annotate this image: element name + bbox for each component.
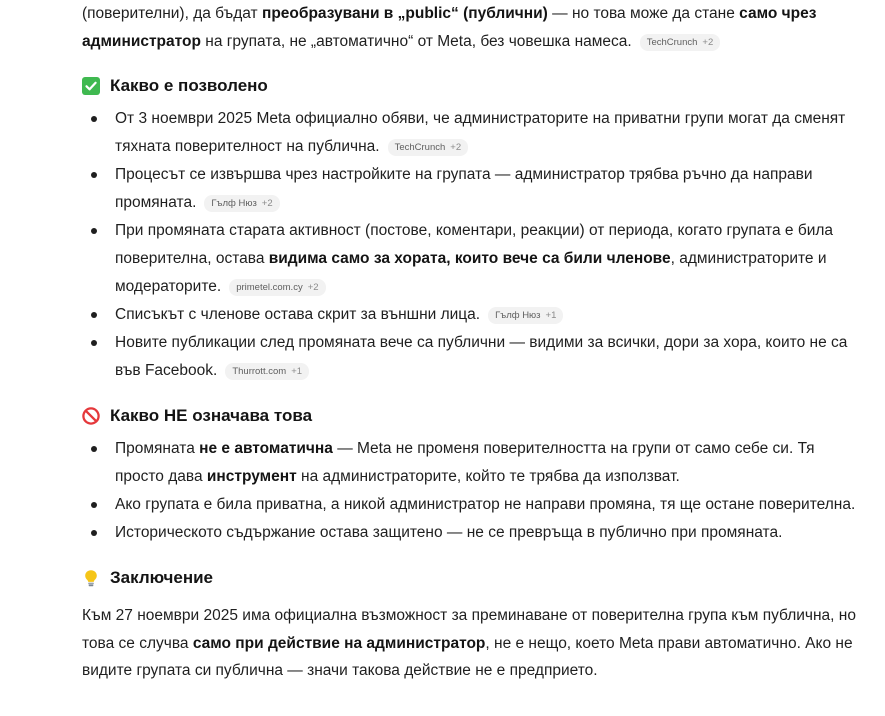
intro-text-2: — но това може да стане	[547, 5, 740, 22]
list-item-text: — Meta не променя поверителността на групи от само себе си. Тя просто дава	[115, 440, 815, 485]
allowed-list	[82, 105, 867, 385]
conclusion-text-1: Към 27 ноември 2025 има официална възможност за преминаване от поверителна група към публична, но това се случва	[82, 607, 856, 652]
list-item	[82, 329, 867, 385]
list-item-text: на администраторите, който те трябва да използват.	[296, 468, 680, 485]
list-item	[82, 161, 867, 217]
not-meaning-heading	[82, 402, 867, 430]
list-item-text: От 3 ноември 2025 Meta официално обяви, че администраторите на приватни групи могат да сменят тяхната поверителност на публична.	[115, 110, 846, 155]
intro-text-3: на групата, не „автоматично“ от Meta, без човешка намеса.	[200, 32, 632, 50]
conclusion-paragraph	[82, 602, 867, 685]
conclusion-bold-1: само при действие на администратор	[192, 634, 486, 652]
intro-bold-1: преобразувани в „public“ (публични)	[261, 5, 548, 22]
source-chip[interactable]	[225, 363, 309, 380]
prohibited-icon	[82, 407, 100, 425]
source-chip-count: +1	[545, 310, 557, 321]
intro-paragraph	[82, 0, 867, 55]
list-item	[82, 105, 867, 161]
source-chip-name: Thurrott.com	[232, 366, 287, 377]
source-chip-count: +2	[307, 282, 319, 293]
source-chip[interactable]	[204, 195, 279, 212]
list-item	[82, 491, 867, 519]
source-chip[interactable]	[488, 307, 563, 324]
not-meaning-heading-text: Какво НЕ означава това	[110, 406, 313, 425]
source-chip-name: TechCrunch	[394, 142, 446, 153]
list-item-text: Ако групата е била приватна, а никой администратор не направи промяна, тя ще остане поверителна.	[115, 496, 856, 513]
source-chip-count: +1	[291, 366, 303, 377]
check-mark-icon	[82, 77, 100, 95]
list-item-bold: не е автоматична	[199, 440, 333, 457]
list-item-bold: видима само за хората, които вече са били членове	[268, 250, 671, 267]
source-chip-name: Гълф Нюз	[495, 310, 541, 321]
source-chip[interactable]	[229, 279, 325, 296]
list-item-text: При промяната старата активност (постове, коментари, реакции) от периода, когато групата е била поверителна, остава	[115, 222, 834, 267]
source-chip-name: Гълф Нюз	[211, 198, 257, 209]
list-item-text: Новите публикации след промяната вече са публични — видими за всички, дори за хора, които не са във Facebook.	[115, 334, 848, 379]
list-item-text: Списъкът с членове остава скрит за външни лица.	[115, 306, 481, 323]
conclusion-heading	[82, 564, 867, 592]
source-chip-count: +2	[702, 36, 714, 48]
source-chip[interactable]	[640, 34, 721, 51]
conclusion-heading-text: Заключение	[110, 568, 213, 587]
source-chip-name: TechCrunch	[646, 36, 698, 48]
conclusion-text-2: , не е нещо, което Meta прави автоматично. Ако не видите групата си публична — значи такова действие не е предприето.	[82, 634, 853, 679]
not-meaning-list	[82, 435, 867, 547]
source-chip-name: primetel.com.cy	[236, 282, 303, 293]
response-content	[82, 0, 867, 685]
allowed-heading	[82, 72, 867, 100]
source-chip-count: +2	[450, 142, 462, 153]
source-chip[interactable]	[388, 139, 469, 156]
list-item	[82, 519, 867, 547]
intro-bold-2: само чрез администратор	[82, 5, 817, 50]
list-item-text: Промяната	[115, 440, 200, 457]
list-item-text: Историческото съдържание остава защитено — не се превръща в публично при промяната.	[115, 524, 783, 541]
list-item	[82, 217, 867, 301]
intro-text-1: (поверителни), да бъдат	[82, 5, 262, 22]
light-bulb-icon	[82, 569, 100, 587]
list-item-bold: инструмент	[206, 468, 297, 485]
list-item	[82, 301, 867, 329]
list-item-text: Процесът се извършва чрез настройките на групата — администратор трябва ръчно да направи промяната.	[115, 166, 813, 211]
source-chip-count: +2	[261, 198, 273, 209]
list-item-text: , администраторите и модераторите.	[115, 250, 827, 295]
list-item	[82, 435, 867, 491]
allowed-heading-text: Какво е позволено	[110, 76, 268, 95]
